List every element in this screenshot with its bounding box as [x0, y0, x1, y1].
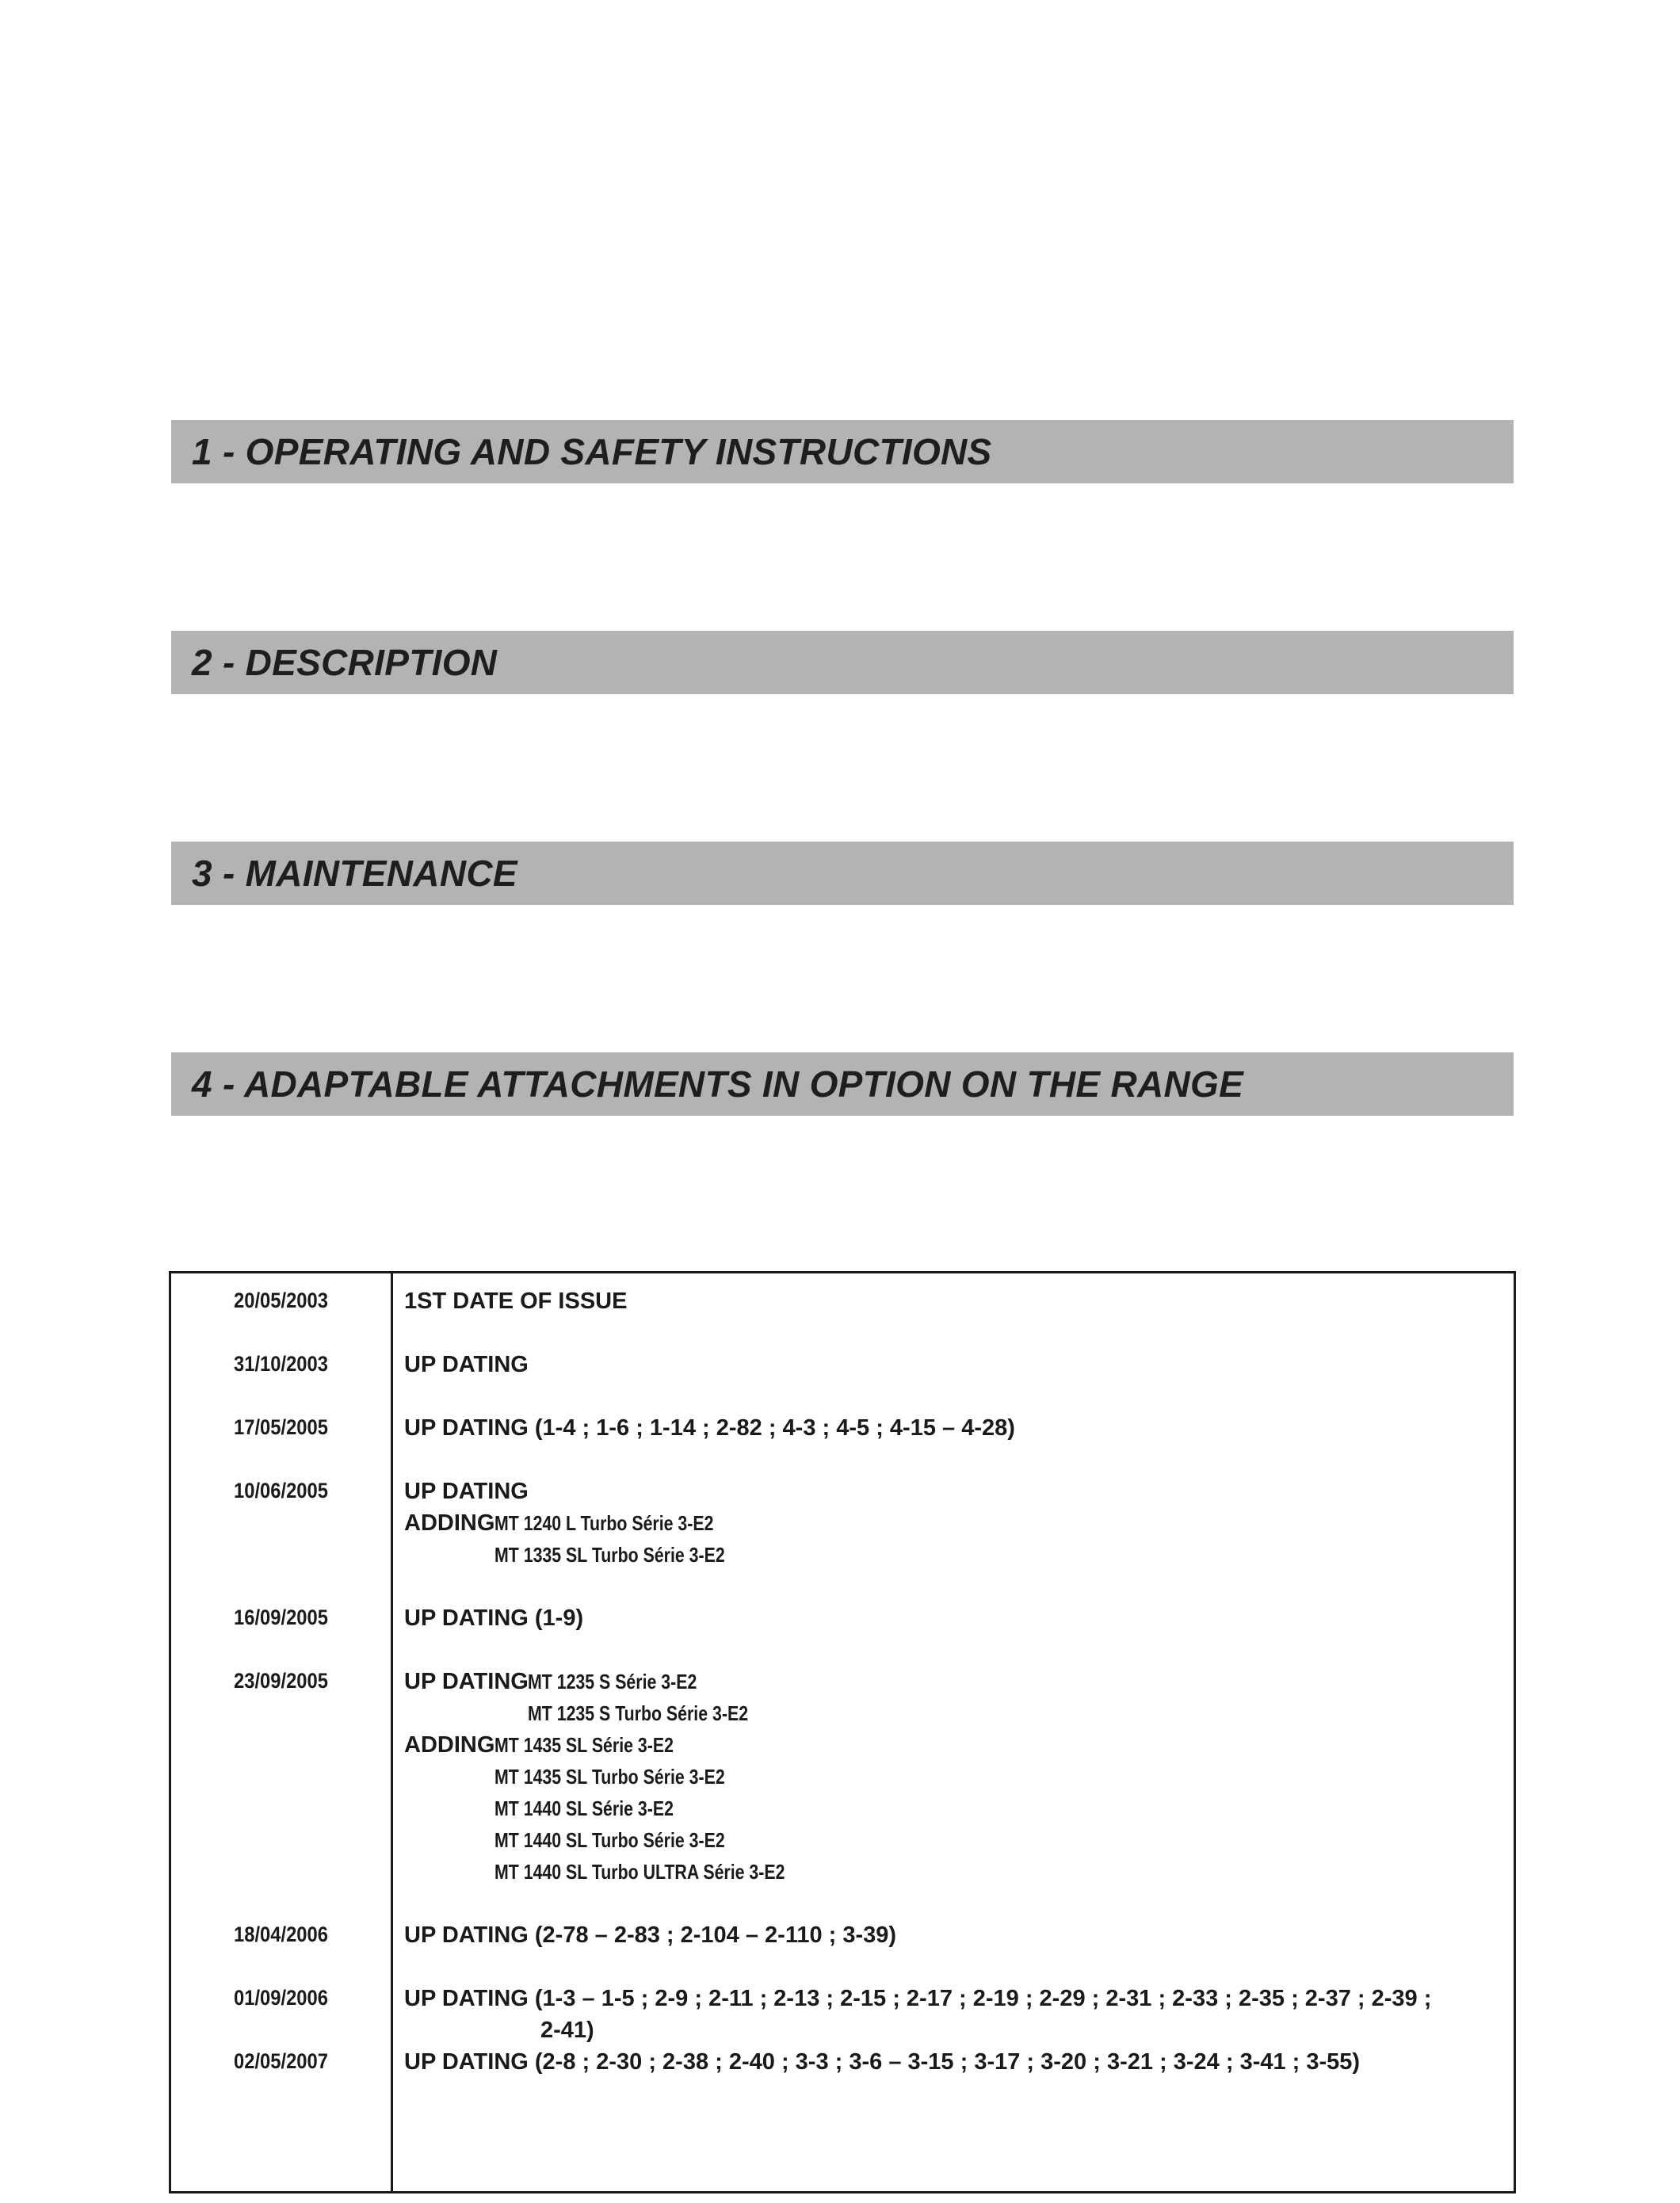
model-name: MT 1235 S Turbo Série 3-E2	[528, 1701, 749, 1725]
section-heading-description: 2 - DESCRIPTION	[171, 631, 1514, 694]
revision-date: 31/10/2003	[234, 1352, 328, 1376]
model-name: MT 1435 SL Turbo Série 3-E2	[494, 1765, 725, 1789]
revision-date: 10/06/2005	[234, 1479, 328, 1502]
revision-description: UP DATING	[404, 1479, 529, 1504]
revision-date: 17/05/2005	[234, 1415, 328, 1439]
section-heading-attachments: 4 - ADAPTABLE ATTACHMENTS IN OPTION ON THE RANGE	[171, 1052, 1514, 1116]
adding-label: ADDING	[404, 1732, 495, 1758]
column-divider	[391, 1273, 393, 2191]
adding-label: ADDING	[404, 1510, 495, 1536]
revision-description: UP DATING	[404, 1669, 529, 1694]
revision-date: 18/04/2006	[234, 1922, 328, 1946]
model-name: MT 1440 SL Turbo ULTRA Série 3-E2	[494, 1860, 785, 1884]
section-heading-operating-safety: 1 - OPERATING AND SAFETY INSTRUCTIONS	[171, 420, 1514, 483]
revision-date: 20/05/2003	[234, 1289, 328, 1312]
revision-description: UP DATING (1-4 ; 1-6 ; 1-14 ; 2-82 ; 4-3 ; 4-5 ; 4-15 – 4-28)	[404, 1415, 1015, 1441]
revision-description: UP DATING	[404, 1352, 529, 1377]
model-name: MT 1335 SL Turbo Série 3-E2	[494, 1543, 725, 1567]
revision-date: 16/09/2005	[234, 1605, 328, 1629]
revision-description: UP DATING (1-9)	[404, 1605, 584, 1631]
section-heading-maintenance: 3 - MAINTENANCE	[171, 842, 1514, 905]
model-name: MT 1440 SL Turbo Série 3-E2	[494, 1828, 725, 1852]
revision-date: 02/05/2007	[234, 2049, 328, 2073]
revision-date: 01/09/2006	[234, 1986, 328, 2010]
revision-description: UP DATING (2-78 – 2-83 ; 2-104 – 2-110 ; 3-39)	[404, 1922, 897, 1948]
model-name: MT 1440 SL Série 3-E2	[494, 1796, 674, 1820]
revision-description-continued: 2-41)	[540, 2018, 594, 2043]
model-name: MT 1240 L Turbo Série 3-E2	[494, 1511, 714, 1535]
revision-description: UP DATING (2-8 ; 2-30 ; 2-38 ; 2-40 ; 3-3 ; 3-6 – 3-15 ; 3-17 ; 3-20 ; 3-21 ; 3-24 ; 3-41 ; 3-55)	[404, 2049, 1361, 2075]
revision-table	[169, 1271, 1516, 2193]
model-name: MT 1235 S Série 3-E2	[528, 1670, 697, 1693]
revision-description: 1ST DATE OF ISSUE	[404, 1289, 628, 1314]
model-name: MT 1435 SL Série 3-E2	[494, 1733, 674, 1757]
revision-description: UP DATING (1-3 – 1-5 ; 2-9 ; 2-11 ; 2-13 ; 2-15 ; 2-17 ; 2-19 ; 2-29 ; 2-31 ; 2-33 ; 2-35 ; 2-37 ; 2-39 ;	[404, 1986, 1432, 2011]
revision-date: 23/09/2005	[234, 1669, 328, 1693]
